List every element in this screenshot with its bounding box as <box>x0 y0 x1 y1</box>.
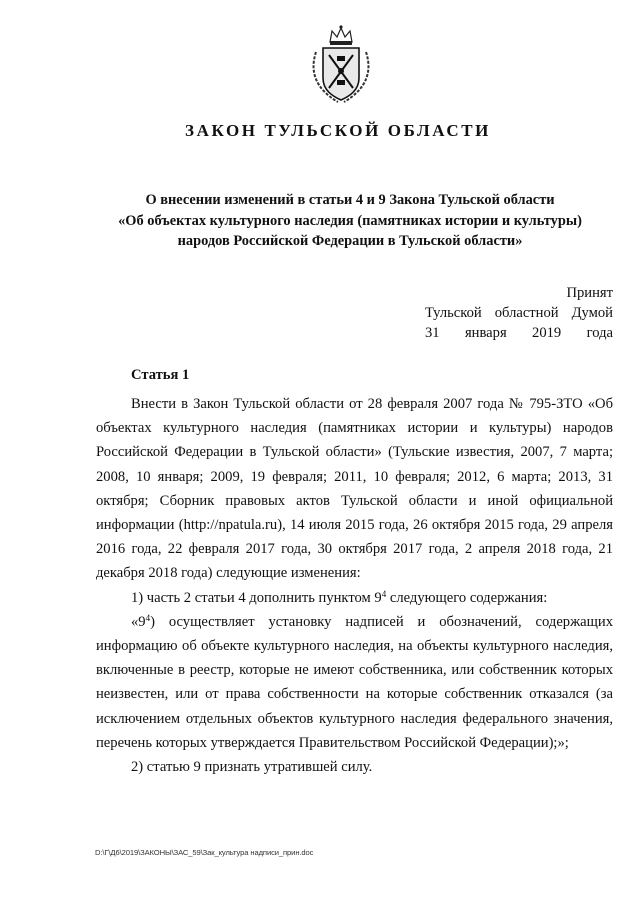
subject-line: О внесении изменений в статьи 4 и 9 Закона Тульской области <box>145 192 555 208</box>
subject-line: народов Российской Федерации в Тульской области» <box>177 233 523 249</box>
amendment-item-1 <box>96 586 613 610</box>
amendment-item-2: 2) статью 9 признать утратившей силу. <box>131 759 373 776</box>
item1-text: 1) часть 2 статьи 4 дополнить пунктом 9 <box>131 589 382 606</box>
adoption-block <box>425 283 613 343</box>
law-title: ЗАКОН ТУЛЬСКОЙ ОБЛАСТИ <box>185 121 491 140</box>
article-body <box>96 392 613 779</box>
adopted-by: Тульской областной Думой <box>425 305 613 321</box>
adopted-date: 31 января 2019 года <box>425 325 613 341</box>
quote-body: ) осуществляет установку надписей и обозначений, содержащих информацию об объекте культурного наследия, на объекты культурного наследия, включенные в реестр, которые не имеют собственника, или собственник которых неизвестен, или от права собственности на которые собственник отказался (за исключением отдельных объектов культурного наследия федерального значения, перечень которых утверждается Правительством Российской Федерации);»; <box>96 613 613 751</box>
tula-coat-of-arms-icon <box>308 22 374 106</box>
article-heading: Статья 1 <box>131 367 190 383</box>
quoted-provision <box>96 610 613 755</box>
adopted-label: Принят <box>566 285 613 301</box>
subject-line: «Об объектах культурного наследия (памятниках истории и культуры) <box>118 212 582 229</box>
item1-superscript: 4 <box>381 588 387 599</box>
quote-superscript: 4 <box>145 612 151 623</box>
file-path-footer: D:\Г\Д6\2019\ЗАКОНЫ\ЗАС_59\Зак_культура надписи_прин.doc <box>95 848 314 857</box>
law-subject <box>80 190 620 252</box>
article-intro: Внести в Закон Тульской области от 28 февраля 2007 года № 795-ЗТО «Об объектах культурного наследия (памятниках истории и культуры) народов Российской Федерации в Тульской области» (Тульские известия, 2007, 7 марта; 2008, 10 января; 2009, 19 февраля; 2011, 10 февраля; 2012, 6 марта; 2013, 31 октября; Сборник правовых актов Тульской области и иной официальной информации (http://npatula.ru), 14 июля 2015 года, 26 октября 2015 года, 29 апреля 2016 года, 22 февраля 2017 года, 30 октября 2017 года, 2 апреля 2018 года, 21 декабря 2018 года) следующие изменения: <box>96 396 613 582</box>
item1-tail: следующего содержания: <box>386 589 548 606</box>
quote-open: «9 <box>131 613 146 630</box>
